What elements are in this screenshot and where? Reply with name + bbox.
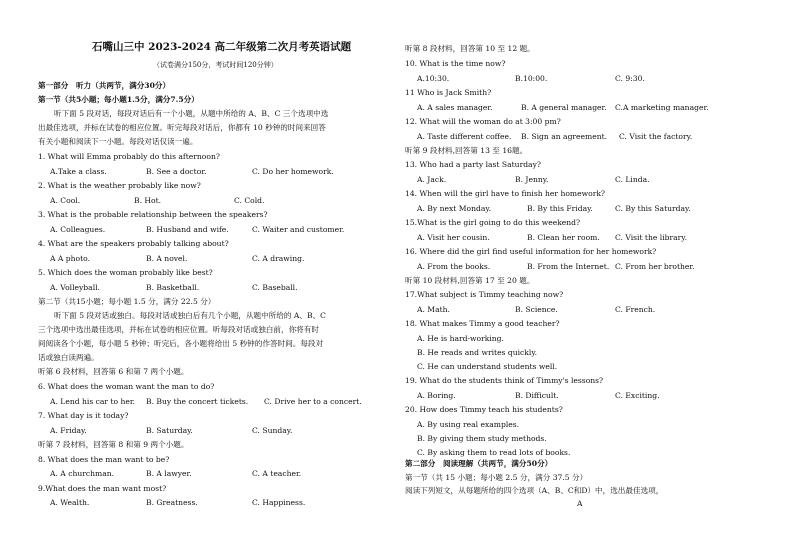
q4-option-b: B. A novel. <box>146 254 188 263</box>
q7-option-a: A. Friday. <box>50 426 87 435</box>
section1-instruction-3: 有关小题和阅读下一小题。每段对话仅读一遍。 <box>38 137 198 146</box>
section2-heading: 第二节（共15小题；每小题 1.5 分，满分 22.5 分） <box>38 297 216 306</box>
q3-option-c: C. Waiter and customer. <box>252 225 345 234</box>
section1-heading: 第一节（共5小题；每小题1.5分，满分7.5分） <box>38 95 199 104</box>
q12-option-a: A. Taste different coffee. <box>417 132 512 141</box>
question-13: 13. Who had a party last Saturday? <box>405 160 541 169</box>
question-19: 19. What do the students think of Timmy's lessons? <box>405 376 604 385</box>
question-1: 1. What will Emma probably do this afternoon? <box>38 152 220 161</box>
question-18: 18. What makes Timmy a good teacher? <box>405 319 560 328</box>
q6-option-a: A. Lend his car to her. <box>50 397 136 406</box>
question-7: 7. What day is it today? <box>38 411 129 420</box>
page-title: 石嘴山三中 2023-2024 高二年级第二次月考英语试题 <box>92 41 352 53</box>
section1-instruction-1: 听下面 5 段对话，每段对话后有一个小题，从题中所给的 A、B、C 三个选项中选 <box>54 109 329 118</box>
q5-option-a: A. Volleyball. <box>50 283 100 292</box>
question-8: 8. What does the man want to be? <box>38 455 170 464</box>
part2-section1-heading: 第一节（共 15 小题；每小题 2.5 分，满分 37.5 分） <box>405 473 588 482</box>
segment-6-heading: 听第 6 段材料，回答第 6 和第 7 两个小题。 <box>38 367 189 376</box>
part2-instruction: 阅读下列短文，从每题所给的四个选项（A、B、C和D）中，选出最佳选项， <box>405 486 664 495</box>
segment-7-heading: 听第 7 段材料，回答第 8 和第 9 两个小题。 <box>38 440 189 449</box>
question-12: 12. What will the woman do at 3:00 pm? <box>405 117 561 126</box>
q13-option-b: B. Jenny. <box>515 175 549 184</box>
section2-instruction-1: 听下面 5 段对话或独白。每段对话或独白后有几个小题，从题中所给的 A、B、C <box>54 311 326 320</box>
question-3: 3. What is the probable relationship between the speakers? <box>38 210 268 219</box>
q8-option-b: B. A lawyer. <box>146 469 192 478</box>
question-17: 17.What subject is Timmy teaching now? <box>405 290 564 299</box>
q16-option-b: B. From the Internet. <box>527 262 610 271</box>
q6-option-b: B. Buy the concert tickets. <box>146 397 249 406</box>
part1-heading: 第一部分 听力（共两节，满分30分） <box>38 81 171 90</box>
q18-option-c: C. He can understand students well. <box>417 362 558 371</box>
q9-option-a: A. Wealth. <box>50 498 90 507</box>
q19-option-b: B. Difficult. <box>515 391 559 400</box>
q20-option-a: A. By using real examples. <box>417 420 520 429</box>
question-11: 11 Who is Jack Smith? <box>405 88 492 97</box>
q2-option-c: C. Cold. <box>234 196 265 205</box>
q15-option-a: A. Visit her cousin. <box>417 233 490 242</box>
q6-option-c: C. Drive her to a concert. <box>264 397 362 406</box>
q5-option-b: B. Basketball. <box>146 283 200 292</box>
question-10: 10. What is the time now? <box>405 59 506 68</box>
question-6: 6. What does the woman want the man to do? <box>38 382 215 391</box>
q16-option-a: A. From the books. <box>417 262 491 271</box>
q18-option-b: B. He reads and writes quickly. <box>417 348 538 357</box>
q20-option-b: B. By giving them study methods. <box>417 434 547 443</box>
segment-10-heading: 听第 10 段材料,回答第 17 至 20 题。 <box>405 276 535 285</box>
q16-option-c: C. From her brother. <box>615 262 695 271</box>
q2-option-a: A. Cool. <box>50 196 81 205</box>
q8-option-a: A. A churchman. <box>50 469 115 478</box>
q13-option-c: C. Linda. <box>615 175 650 184</box>
question-16: 16. Where did the girl find useful information for her homework? <box>405 247 657 256</box>
q7-option-b: B. Saturday. <box>146 426 193 435</box>
q18-option-a: A. He is hard-working. <box>417 334 504 343</box>
q3-option-b: B. Husband and wife. <box>146 225 229 234</box>
q15-option-b: B. Clean her room. <box>527 233 600 242</box>
q14-option-b: B. By this Friday. <box>527 204 593 213</box>
q8-option-c: C. A teacher. <box>252 469 302 478</box>
q17-option-b: B. Science. <box>515 305 558 314</box>
q5-option-c: C. Baseball. <box>252 283 298 292</box>
q1-option-a: A.Take a class. <box>50 167 107 176</box>
question-20: 20. How does Timmy teach his students? <box>405 405 563 414</box>
q10-option-c: C. 9:30. <box>615 74 645 83</box>
q17-option-a: A. Math. <box>417 305 450 314</box>
question-15: 15.What is the girl going to do this weekend? <box>405 218 581 227</box>
q9-option-b: B. Greatness. <box>146 498 198 507</box>
q11-option-b: B. A general manager. <box>521 103 607 112</box>
exam-info: （试卷满分150分，考试时间120分钟） <box>153 61 278 69</box>
part2-heading: 第二部分 阅读理解（共两节，满分50分） <box>405 459 553 468</box>
question-14: 14. When will the girl have to finish her homework? <box>405 189 605 198</box>
q10-option-b: B.10:00. <box>515 74 548 83</box>
q13-option-a: A. Jack. <box>417 175 447 184</box>
question-4: 4. What are the speakers probably talking about? <box>38 239 229 248</box>
q9-option-c: C. Happiness. <box>252 498 306 507</box>
q17-option-c: C. French. <box>615 305 656 314</box>
section1-instruction-2: 出最佳选项，并标在试卷的相应位置。听完每段对话后，你都有 10 秒钟的时间来回答 <box>38 123 326 132</box>
q4-option-a: A A photo. <box>50 254 91 263</box>
q12-option-b: B. Sign an agreement. <box>521 132 608 141</box>
segment-9-heading: 听第 9 段材料,回答第 13 至 16题。 <box>405 146 528 155</box>
q11-option-c: C.A marketing manager. <box>615 103 709 112</box>
q1-option-b: B. See a doctor. <box>146 167 207 176</box>
q3-option-a: A. Colleagues. <box>50 225 106 234</box>
q19-option-c: C. Exciting. <box>615 391 660 400</box>
q12-option-c: C. Visit the factory. <box>619 132 693 141</box>
q1-option-c: C. Do her homework. <box>252 167 334 176</box>
q15-option-c: C. Visit the library. <box>615 233 687 242</box>
q19-option-a: A. Boring. <box>417 391 456 400</box>
q2-option-b: B. Hot. <box>134 196 162 205</box>
q10-option-a: A.10:30. <box>417 74 450 83</box>
question-2: 2. What is the weather probably like now? <box>38 181 201 190</box>
passage-label: A <box>577 499 583 508</box>
question-9: 9.What does the man want most? <box>38 484 167 493</box>
section2-instruction-4: 话或独白读两遍。 <box>38 353 99 362</box>
q7-option-c: C. Sunday. <box>252 426 293 435</box>
section2-instruction-3: 间阅读各个小题，每小题 5 秒钟；听完后，各小题将给出 5 秒钟的作答时间。每段对 <box>38 339 324 348</box>
q14-option-c: C. By this Saturday. <box>615 204 691 213</box>
q11-option-a: A. A sales manager. <box>417 103 493 112</box>
q14-option-a: A. By next Monday. <box>417 204 492 213</box>
question-5: 5. Which does the woman probably like best? <box>38 268 213 277</box>
segment-8-heading: 听第 8 段材料，回答第 10 至 12 题。 <box>405 44 535 53</box>
q4-option-c: C. A drawing. <box>252 254 305 263</box>
section2-instruction-2: 三个选项中选出最佳选项，并标在试卷的相应位置。听每段对话或独白前，你将有时 <box>38 325 319 334</box>
q20-option-c: C. By asking them to read lots of books. <box>417 448 571 457</box>
